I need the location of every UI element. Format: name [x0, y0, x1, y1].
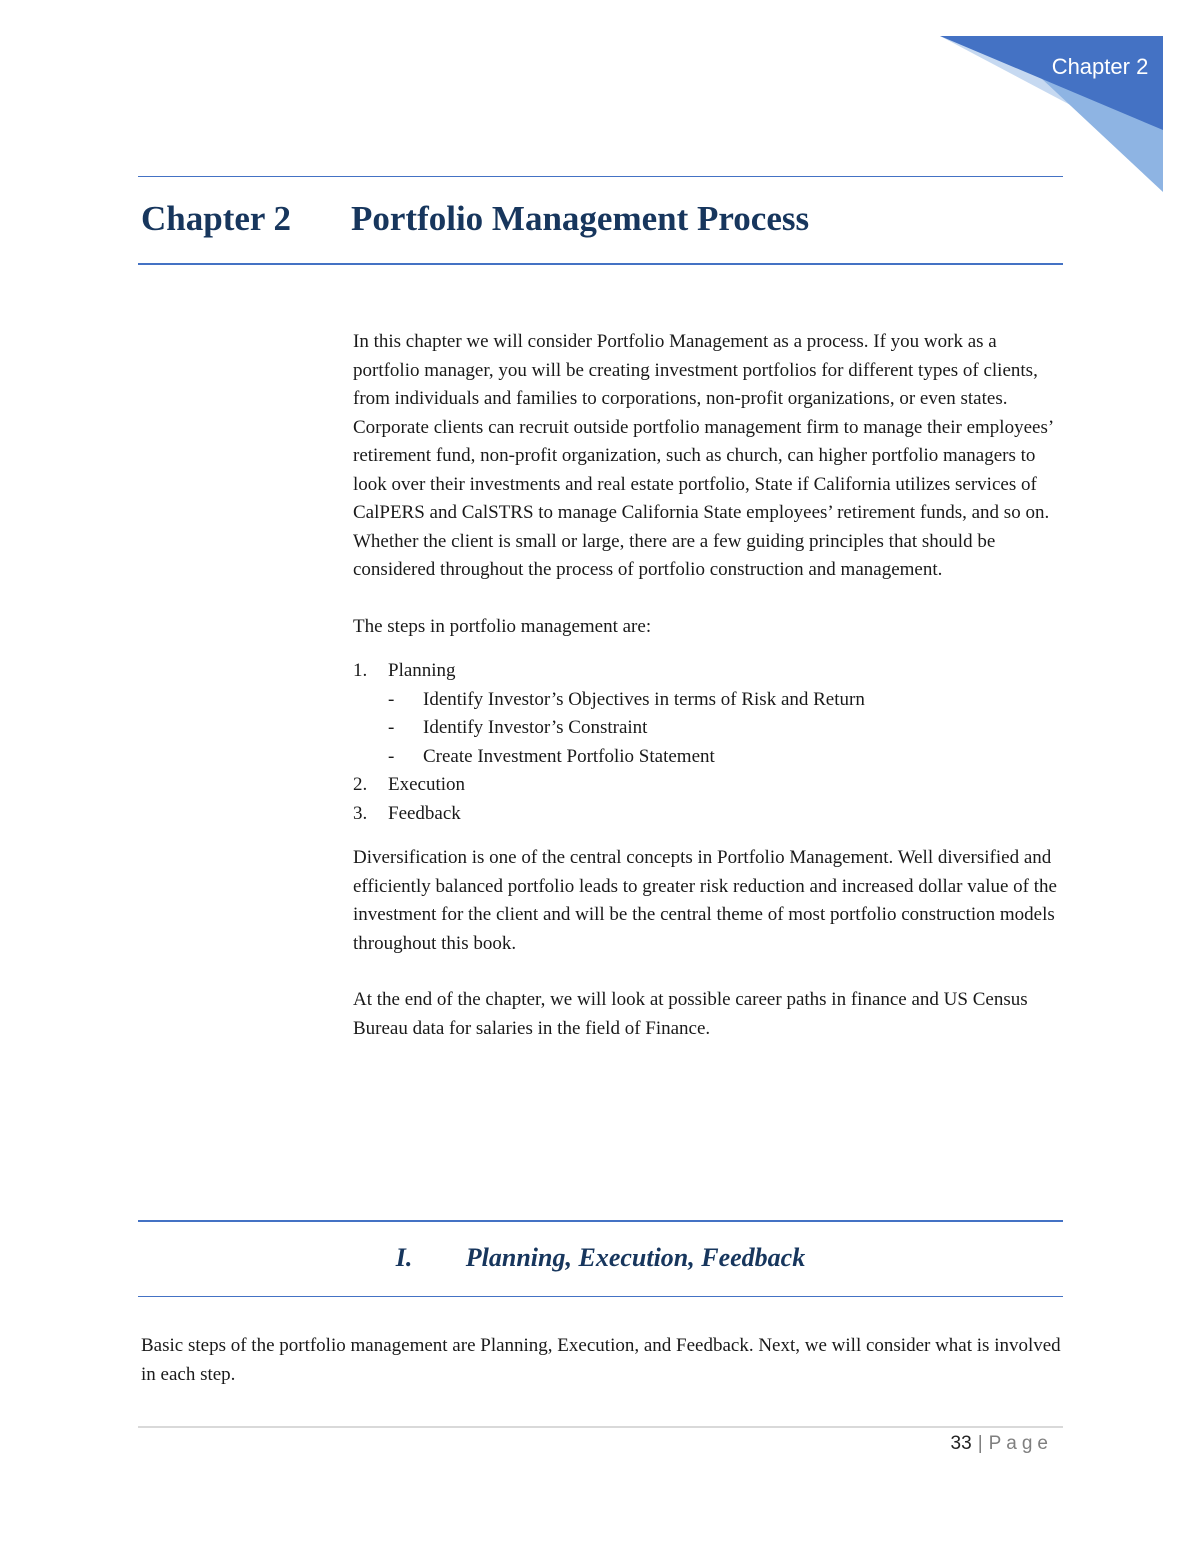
footer-separator: | [977, 1433, 983, 1454]
step-label: Execution [388, 774, 466, 795]
step-number: 1. [353, 660, 368, 681]
step-label: Feedback [388, 802, 461, 824]
step-number: 2. [353, 774, 368, 795]
substep-item [388, 714, 1063, 743]
substep-item [388, 686, 1063, 715]
chapter-top-rule [138, 176, 1063, 177]
section-heading [138, 1238, 1063, 1278]
substep-marker: - [388, 688, 395, 710]
substep-marker: - [388, 717, 395, 738]
step-item-feedback [353, 800, 1063, 829]
step-number: 3. [353, 802, 368, 824]
step-item-planning [353, 657, 1063, 771]
steps-list [353, 657, 1063, 828]
substep-item [388, 743, 1063, 772]
section-number: I. [395, 1243, 413, 1272]
career-paragraph: At the end of the chapter, we will look at possible career paths in finance and US Census Bureau data for salaries in the field of Finance. [353, 989, 1028, 1039]
page-label: Page [988, 1433, 1053, 1454]
section-body-paragraph: Basic steps of the portfolio management are Planning, Execution, and Feedback. Next, we will consider what is involved in each step. [141, 1335, 1061, 1385]
substep-marker: - [388, 745, 395, 767]
chapter-number: Chapter 2 [141, 199, 292, 238]
substep-label: Create Investment Portfolio Statement [423, 745, 715, 767]
page-footer [951, 1430, 1053, 1458]
substep-label: Identify Investor’s Constraint [423, 717, 648, 738]
corner-chapter-label: Chapter 2 [1051, 54, 1149, 79]
section-top-rule [138, 1220, 1063, 1222]
substep-label: Identify Investor’s Objectives in terms of Risk and Return [423, 688, 865, 710]
steps-intro: The steps in portfolio management are: [353, 615, 652, 637]
corner-triangle-dark [940, 36, 1163, 130]
planning-substeps [388, 686, 1063, 772]
footer-rule [138, 1426, 1063, 1428]
chapter-bottom-rule [138, 263, 1063, 265]
diversification-paragraph: Diversification is one of the central concepts in Portfolio Management. Well diversified and efficiently balanced portfolio leads to greater risk reduction and increased dollar value of the investment for the client and will be the central theme of most portfolio construction models throughout this book. [353, 847, 1057, 954]
intro-section [353, 328, 1063, 1043]
step-item-execution [353, 771, 1063, 800]
step-label: Planning [388, 660, 456, 681]
section-bottom-rule [138, 1296, 1063, 1297]
section-title: Planning, Execution, Feedback [465, 1243, 806, 1272]
chapter-title: Portfolio Management Process [351, 199, 810, 238]
page-number: 33 [950, 1433, 972, 1454]
chapter-heading [141, 195, 809, 243]
intro-paragraph: In this chapter we will consider Portfolio Management as a process. If you work as a portfolio manager, you will be creating investment portfolios for different types of clients, from individuals and families to corporations, non-profit organizations, or even states. Corporate clients can recruit outside portfolio management firm to manage their employees’ retirement fund, non-profit organization, such as church, can higher portfolio managers to look over their investments and real estate portfolio, State if California utilizes services of CalPERS and CalSTRS to manage California State employees’ retirement funds, and so on. Whether the client is small or large, there are a few guiding principles that should be considered throughout the process of portfolio construction and management. [353, 331, 1053, 580]
